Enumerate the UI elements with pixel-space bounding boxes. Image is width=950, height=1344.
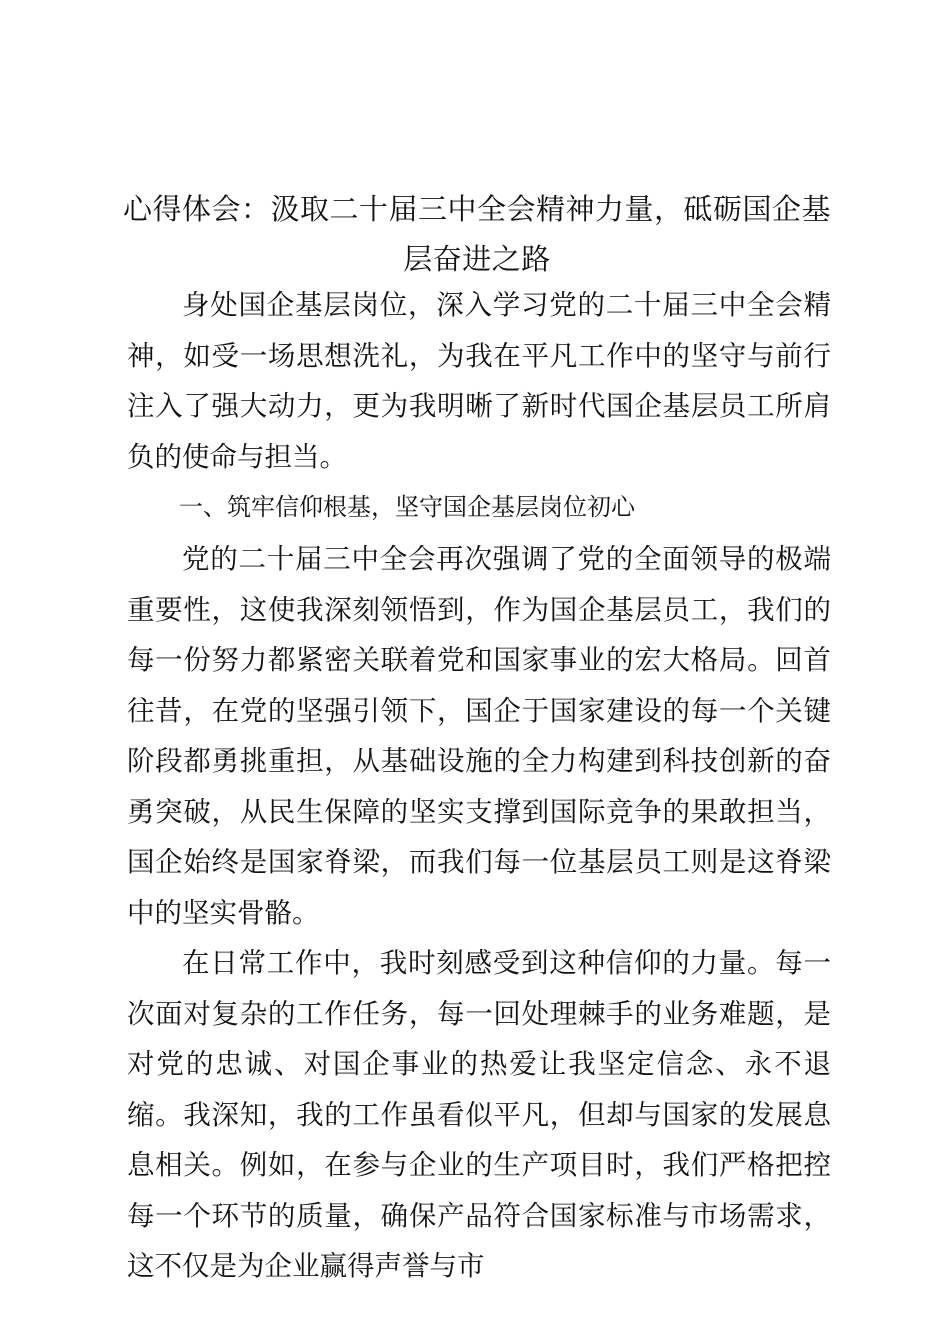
section-1-paragraph-1: 党的二十届三中全会再次强调了党的全面领导的极端重要性，这使我深刻领悟到，作为国企基层员工，我们的每一份努力都紧密关联着党和国家事业的宏大格局。回首往昔，在党的坚强引领下，国企于国家建设的每一个关键阶段都勇挑重担，从基础设施的全力构建到科技创新的奋勇突破，从民生保障的坚实支撑到国际竞争的果敢担当，国企始终是国家脊梁，而我们每一位基层员工则是这脊梁中的坚实骨骼。	[127, 543, 831, 929]
intro-paragraph: 身处国企基层岗位，深入学习党的二十届三中全会精神，如受一场思想洗礼，为我在平凡工作中的坚守与前行注入了强大动力，更为我明晰了新时代国企基层员工所肩负的使命与担当。	[127, 289, 831, 473]
document-body	[127, 280, 831, 1292]
document-title: 心得体会：汲取二十届三中全会精神力量，砥砺国企基层奋进之路	[122, 192, 831, 276]
section-heading-1: 一、筑牢信仰根基，坚守国企基层岗位初心	[179, 493, 635, 521]
section-1-paragraph-2: 在日常工作中，我时刻感受到这种信仰的力量。每一次面对复杂的工作任务，每一回处理棘手的业务难题，是对党的忠诚、对国企事业的热爱让我坚定信念、永不退缩。我深知，我的工作虽看似平凡，但却与国家的发展息息相关。例如，在参与企业的生产项目时，我们严格把控每一个环节的质量，确保产品符合国家标准与市场需求，这不仅是为企业赢得声誉与市	[127, 947, 831, 1282]
